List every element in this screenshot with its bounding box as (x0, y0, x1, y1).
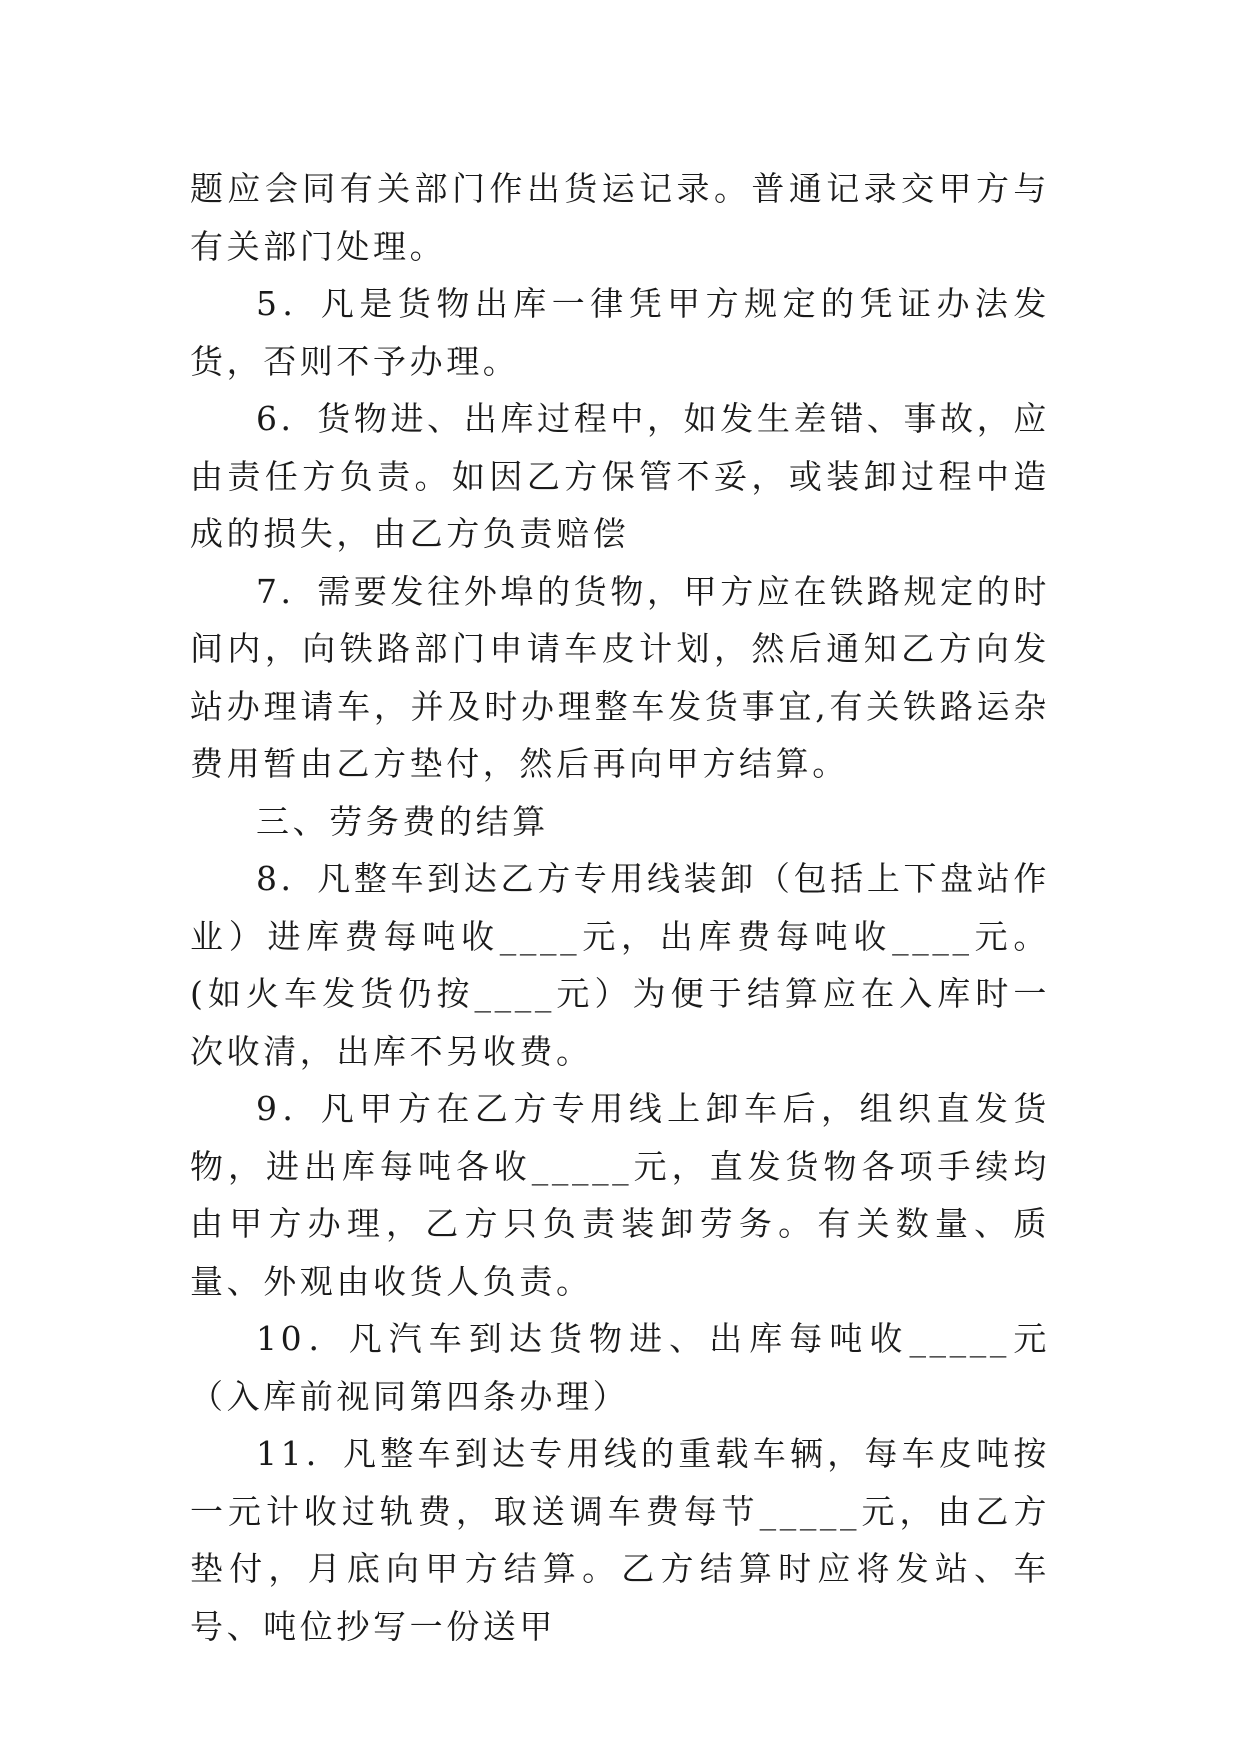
clause-11: 11．凡整车到达专用线的重载车辆，每车皮吨按一元计收过轨费，取送调车费每节_____元，由乙方垫付，月底向甲方结算。乙方结算时应将发站、车号、吨位抄写一份送甲 (190, 1434, 1050, 1646)
clause-10: 10．凡汽车到达货物进、出库每吨收_____元（入库前视同第四条办理） (190, 1319, 1050, 1416)
document-body (190, 160, 1050, 1655)
clause-8: 8．凡整车到达乙方专用线装卸（包括上下盘站作业）进库费每吨收____元，出库费每吨收____元。(如火车发货仍按____元）为便于结算应在入库时一次收清，出库不另收费。 (190, 859, 1050, 1071)
clause-6: 6．货物进、出库过程中，如发生差错、事故，应由责任方负责。如因乙方保管不妥，或装卸过程中造成的损失，由乙方负责赔偿 (190, 399, 1050, 553)
paragraph-continuation: 题应会同有关部门作出货运记录。普通记录交甲方与有关部门处理。 (190, 169, 1050, 266)
clause-7: 7．需要发往外埠的货物，甲方应在铁路规定的时间内，向铁路部门申请车皮计划，然后通知乙方向发站办理请车，并及时办理整车发货事宜,有关铁路运杂费用暂由乙方垫付，然后再向甲方结算。 (190, 571, 1050, 783)
section-heading-3: 三、劳务费的结算 (256, 801, 549, 841)
clause-5: 5．凡是货物出库一律凭甲方规定的凭证办法发货，否则不予办理。 (190, 284, 1050, 381)
clause-9: 9．凡甲方在乙方专用线上卸车后，组织直发货物，进出库每吨各收_____元，直发货物各项手续均由甲方办理，乙方只负责装卸劳务。有关数量、质量、外观由收货人负责。 (190, 1089, 1050, 1301)
